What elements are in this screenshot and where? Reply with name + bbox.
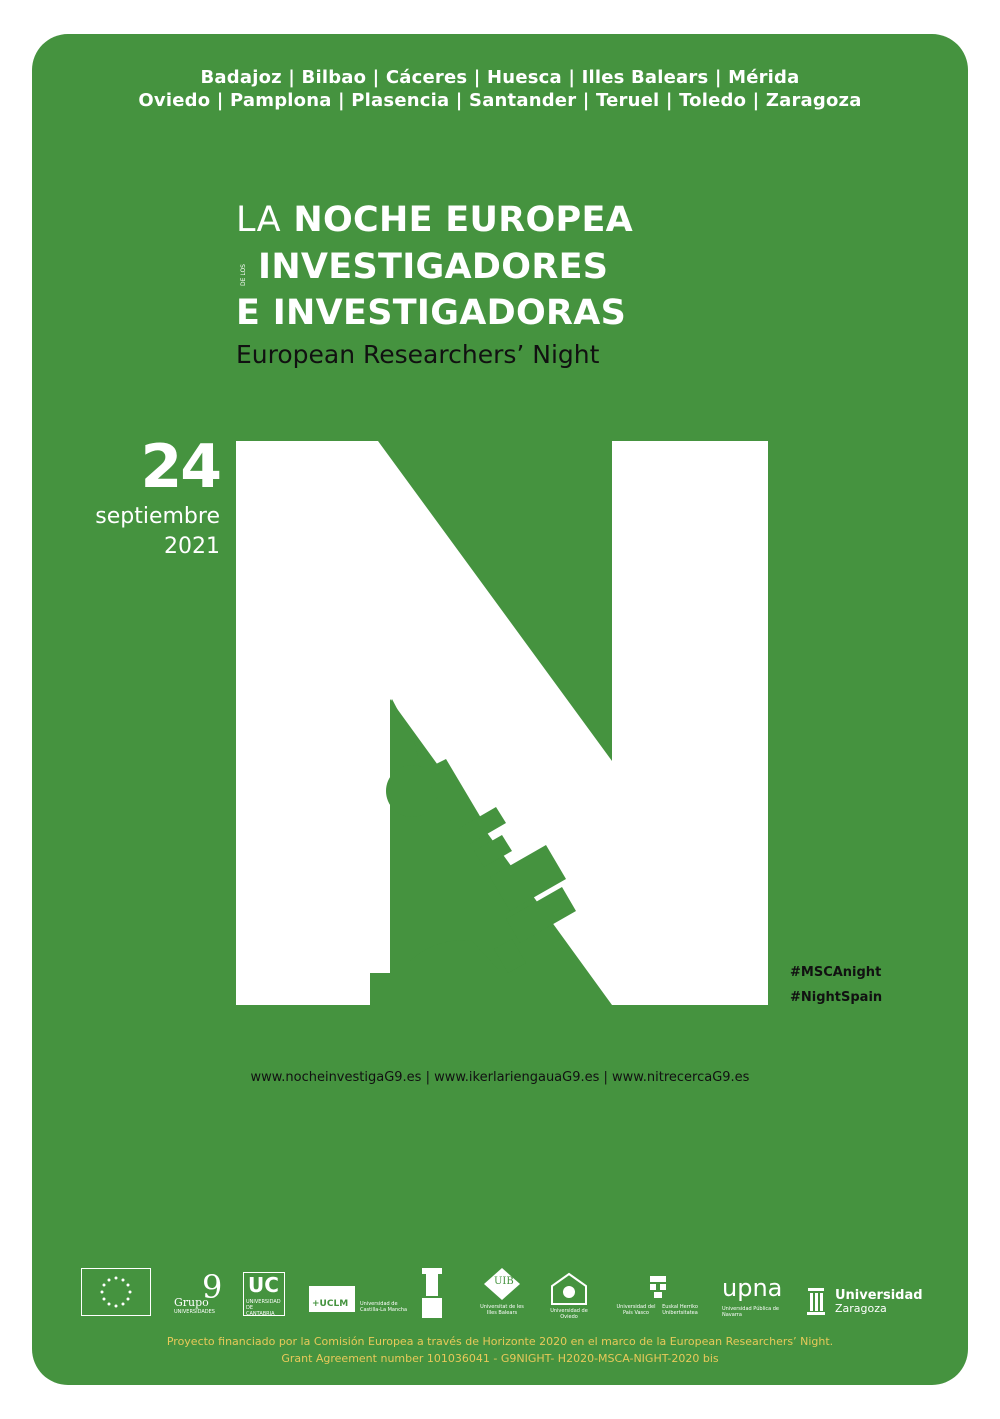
uclm-sub: Universidad de Castilla-La Mancha [360,1301,408,1313]
upv-ehu-logo [616,1274,700,1318]
uc-logo [243,1272,285,1316]
uclm-logo [309,1286,355,1312]
uib-sub: Universitat de les Illes Balears [480,1304,524,1316]
upna-logo [720,1274,784,1318]
uniovi-sub: Universidad de Oviedo [550,1308,588,1320]
title-de-los: DE LOS [240,264,247,286]
title-noche-europea: NOCHE EUROPEA [293,200,634,240]
website-links[interactable]: www.nocheinvestigaG9.es | www.ikerlariengauaG9.es | www.nitrecercaG9.es [250,1070,750,1085]
cities-line-1: Badajoz | Bilbao | Cáceres | Huesca | Illes Balears | Mérida [200,67,800,88]
date-year: 2021 [164,534,220,559]
upna-sub: Universidad Pública de Navarra [722,1306,780,1318]
unizar-line-2: Zaragoza [835,1302,887,1315]
funding-line-2: Grant Agreement number 101036041 - G9NIGHT- H2020-MSCA-NIGHT-2020 bis [281,1352,719,1365]
grupo9-sub: UNIVERSIDADES [174,1309,215,1315]
date-month: septiembre [95,504,220,529]
uclm-mark: +UCLM [312,1299,349,1309]
uex-logo [420,1268,444,1318]
uc-sub: UNIVERSIDAD DE CANTABRIA [246,1299,281,1317]
funding-line-1: Proyecto financiado por la Comisión Europea a través de Horizonte 2020 en el marco de la European Researchers’ Night. [166,1335,834,1348]
grupo9-name: Grupo [174,1296,209,1309]
grupo9-logo [174,1268,223,1316]
poster-background [32,34,968,1385]
title-line-1 [236,200,633,240]
subtitle: European Researchers’ Night [236,340,600,369]
big-n-microscope-graphic [236,441,768,1005]
upv-sub-2: Euskal Herriko Unibertsitatea [662,1304,698,1316]
title-investigadores: INVESTIGADORES [258,247,609,287]
uib-mark: UIB [494,1276,514,1287]
uib-logo [480,1266,524,1318]
grupo9-number: 9 [202,1268,223,1306]
upna-mark: upna [722,1274,783,1302]
upv-sub-1: Universidad del País Vasco [616,1304,656,1316]
title-la: LA [236,200,281,240]
cities-line-2: Oviedo | Pamplona | Plasencia | Santander | Teruel | Toledo | Zaragoza [138,90,862,111]
date-day: 24 [140,432,220,502]
title-e-investigadoras: E INVESTIGADORAS [236,293,627,333]
eu-flag-icon [81,1268,151,1316]
uc-mark: UC [248,1273,279,1297]
hashtag-nightspain: #NightSpain [790,990,883,1005]
unizar-emblem-icon [806,1286,826,1318]
hashtag-msca: #MSCAnight [790,965,882,980]
unizar-line-1: Universidad [835,1288,923,1303]
uniovi-logo [542,1272,596,1318]
